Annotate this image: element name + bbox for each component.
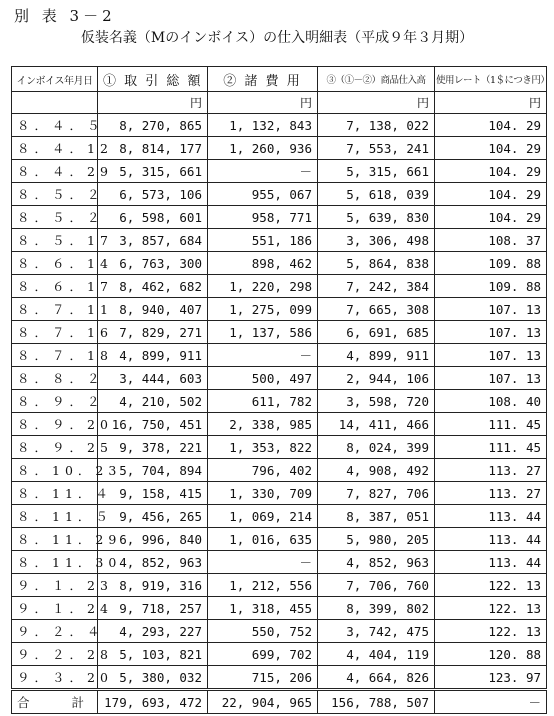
ledger-body <box>12 92 547 690</box>
exchange-rate-cell: 113. 44 <box>435 528 547 551</box>
invoice-date-cell: ９．２．４ <box>12 620 98 643</box>
purchase-amount-cell: 14, 411, 466 <box>318 413 435 436</box>
table-row <box>12 597 547 620</box>
exchange-rate-cell: 107. 13 <box>435 321 547 344</box>
total-amount-cell: 16, 750, 451 <box>98 413 208 436</box>
expenses-cell: 500, 497 <box>208 367 318 390</box>
total-amount-cell: 4, 293, 227 <box>98 620 208 643</box>
expenses-cell: － <box>208 160 318 183</box>
purchase-amount-cell: 7, 665, 308 <box>318 298 435 321</box>
total-amount-cell: 6, 573, 106 <box>98 183 208 206</box>
total-amount-cell: 5, 704, 894 <box>98 459 208 482</box>
total-amount-cell: 8, 940, 407 <box>98 298 208 321</box>
purchase-amount-cell: 5, 980, 205 <box>318 528 435 551</box>
table-row <box>12 114 547 137</box>
total-amount-cell: 5, 315, 661 <box>98 160 208 183</box>
exchange-rate-cell: 109. 88 <box>435 252 547 275</box>
invoice-date-cell: ８．７．18 <box>12 344 98 367</box>
purchase-amount-cell: 5, 315, 661 <box>318 160 435 183</box>
invoice-date-cell: ８．４．29 <box>12 160 98 183</box>
expenses-cell: 1, 016, 635 <box>208 528 318 551</box>
purchase-amount-cell: 4, 908, 492 <box>318 459 435 482</box>
total-amount-cell: 9, 456, 265 <box>98 505 208 528</box>
expenses-cell: － <box>208 551 318 574</box>
purchase-amount-cell: 3, 598, 720 <box>318 390 435 413</box>
total-amount-cell: 8, 814, 177 <box>98 137 208 160</box>
invoice-date-cell: ８．10．23 <box>12 459 98 482</box>
table-row <box>12 367 547 390</box>
total-purchase: 156, 788, 507 <box>318 690 435 714</box>
total-amount-cell: 4, 852, 963 <box>98 551 208 574</box>
total-label-left: 合 <box>17 695 30 710</box>
unit-cell: 円 <box>98 92 208 114</box>
total-amount-cell: 5, 103, 821 <box>98 643 208 666</box>
invoice-date-cell: ８．11．５ <box>12 505 98 528</box>
table-row <box>12 344 547 367</box>
invoice-date-cell: ８．11．４ <box>12 482 98 505</box>
table-row <box>12 505 547 528</box>
invoice-date-cell: ８．５．２ <box>12 183 98 206</box>
total-amount-cell: 9, 718, 257 <box>98 597 208 620</box>
invoice-date-cell: ８．６．14 <box>12 252 98 275</box>
purchase-amount-cell: 7, 827, 706 <box>318 482 435 505</box>
expenses-cell: 1, 318, 455 <box>208 597 318 620</box>
expenses-cell: 796, 402 <box>208 459 318 482</box>
purchase-amount-cell: 4, 404, 119 <box>318 643 435 666</box>
exchange-rate-cell: 104. 29 <box>435 160 547 183</box>
header-row <box>12 67 547 92</box>
unit-cell <box>12 92 98 114</box>
column-header-purchase-amount: ③（①－②）商品仕入高 <box>318 67 435 92</box>
table-row <box>12 666 547 690</box>
total-amount-cell: 7, 829, 271 <box>98 321 208 344</box>
exchange-rate-cell: 111. 45 <box>435 436 547 459</box>
purchase-amount-cell: 3, 742, 475 <box>318 620 435 643</box>
table-row <box>12 459 547 482</box>
purchase-amount-cell: 5, 864, 838 <box>318 252 435 275</box>
expenses-cell: 955, 067 <box>208 183 318 206</box>
invoice-date-cell: ８．９．２ <box>12 390 98 413</box>
total-expenses: 22, 904, 965 <box>208 690 318 714</box>
expenses-cell: 1, 260, 936 <box>208 137 318 160</box>
unit-cell: 円 <box>318 92 435 114</box>
table-row <box>12 183 547 206</box>
purchase-amount-cell: 2, 944, 106 <box>318 367 435 390</box>
total-amount-cell: 4, 210, 502 <box>98 390 208 413</box>
total-amount-cell: 3, 444, 603 <box>98 367 208 390</box>
total-amount-cell: 3, 857, 684 <box>98 229 208 252</box>
exchange-rate-cell: 108. 40 <box>435 390 547 413</box>
unit-cell: 円 <box>208 92 318 114</box>
invoice-date-cell: ８．５．17 <box>12 229 98 252</box>
column-header-expenses: ② 諸 費 用 <box>208 67 318 92</box>
invoice-date-cell: ８．９．20 <box>12 413 98 436</box>
purchase-amount-cell: 6, 691, 685 <box>318 321 435 344</box>
expenses-cell: 699, 702 <box>208 643 318 666</box>
exchange-rate-cell: 122. 13 <box>435 574 547 597</box>
exchange-rate-cell: 107. 13 <box>435 344 547 367</box>
invoice-date-cell: ９．３．20 <box>12 666 98 690</box>
exchange-rate-cell: 104. 29 <box>435 183 547 206</box>
total-row <box>12 690 547 714</box>
invoice-date-cell: ８．５．２ <box>12 206 98 229</box>
exchange-rate-cell: 113. 27 <box>435 482 547 505</box>
table-row <box>12 275 547 298</box>
purchase-ledger-table <box>11 66 550 714</box>
invoice-date-cell: ８．９．25 <box>12 436 98 459</box>
table-row <box>12 551 547 574</box>
expenses-cell: 898, 462 <box>208 252 318 275</box>
table-row <box>12 482 547 505</box>
table-row <box>12 413 547 436</box>
exchange-rate-cell: 104. 29 <box>435 114 547 137</box>
total-amount-cell: 5, 380, 032 <box>98 666 208 690</box>
table-row <box>12 321 547 344</box>
table-row <box>12 528 547 551</box>
exchange-rate-cell: 113. 44 <box>435 551 547 574</box>
purchase-amount-cell: 8, 399, 802 <box>318 597 435 620</box>
attachment-label: 別 表 3－2 <box>14 7 116 25</box>
table-row <box>12 160 547 183</box>
total-amount-cell: 9, 158, 415 <box>98 482 208 505</box>
table-row <box>12 574 547 597</box>
exchange-rate-cell: 113. 44 <box>435 505 547 528</box>
exchange-rate-cell: 122. 13 <box>435 597 547 620</box>
expenses-cell: 958, 771 <box>208 206 318 229</box>
invoice-date-cell: ８．11．30 <box>12 551 98 574</box>
expenses-cell: 1, 330, 709 <box>208 482 318 505</box>
purchase-amount-cell: 5, 639, 830 <box>318 206 435 229</box>
invoice-date-cell: ８．７．16 <box>12 321 98 344</box>
total-amount-cell: 6, 598, 601 <box>98 206 208 229</box>
exchange-rate-cell: 109. 88 <box>435 275 547 298</box>
total-amount-cell: 9, 378, 221 <box>98 436 208 459</box>
expenses-cell: 2, 338, 985 <box>208 413 318 436</box>
total-label <box>12 690 98 714</box>
expenses-cell: 1, 353, 822 <box>208 436 318 459</box>
exchange-rate-cell: 107. 13 <box>435 298 547 321</box>
total-amount-cell: 8, 270, 865 <box>98 114 208 137</box>
purchase-amount-cell: 7, 138, 022 <box>318 114 435 137</box>
exchange-rate-cell: 108. 37 <box>435 229 547 252</box>
table-row <box>12 390 547 413</box>
expenses-cell: 611, 782 <box>208 390 318 413</box>
expenses-cell: 1, 132, 843 <box>208 114 318 137</box>
invoice-date-cell: ８．８．２ <box>12 367 98 390</box>
expenses-cell: 715, 206 <box>208 666 318 690</box>
expenses-cell: 1, 275, 099 <box>208 298 318 321</box>
exchange-rate-cell: 111. 45 <box>435 413 547 436</box>
total-amount-cell: 6, 763, 300 <box>98 252 208 275</box>
expenses-cell: 551, 186 <box>208 229 318 252</box>
total-amount-cell: 4, 899, 911 <box>98 344 208 367</box>
purchase-amount-cell: 4, 664, 826 <box>318 666 435 690</box>
invoice-date-cell: ８．11．29 <box>12 528 98 551</box>
exchange-rate-cell: 120. 88 <box>435 643 547 666</box>
unit-cell: 円 <box>435 92 547 114</box>
total-amount: 179, 693, 472 <box>98 690 208 714</box>
table-row <box>12 137 547 160</box>
exchange-rate-cell: 122. 13 <box>435 620 547 643</box>
invoice-date-cell: ８．７．11 <box>12 298 98 321</box>
table-row <box>12 252 547 275</box>
table-row <box>12 229 547 252</box>
expenses-cell: 1, 212, 556 <box>208 574 318 597</box>
invoice-date-cell: ９．１．23 <box>12 574 98 597</box>
expenses-cell: 1, 220, 298 <box>208 275 318 298</box>
purchase-amount-cell: 8, 387, 051 <box>318 505 435 528</box>
purchase-amount-cell: 7, 553, 241 <box>318 137 435 160</box>
column-header-total-amount: ① 取 引 総 額 <box>98 67 208 92</box>
invoice-date-cell: ８．６．17 <box>12 275 98 298</box>
invoice-date-cell: ９．１．24 <box>12 597 98 620</box>
exchange-rate-cell: 123. 97 <box>435 666 547 690</box>
table-row <box>12 206 547 229</box>
table-row <box>12 620 547 643</box>
exchange-rate-cell: 113. 27 <box>435 459 547 482</box>
invoice-date-cell: ９．２．28 <box>12 643 98 666</box>
document-title: 仮装名義（Mのインボイス）の仕入明細表（平成９年３月期） <box>80 30 474 46</box>
purchase-amount-cell: 7, 706, 760 <box>318 574 435 597</box>
column-header-invoice-date: インボイス年月日 <box>12 67 98 92</box>
table-row <box>12 436 547 459</box>
total-amount-cell: 6, 996, 840 <box>98 528 208 551</box>
expenses-cell: 1, 069, 214 <box>208 505 318 528</box>
table-row <box>12 643 547 666</box>
exchange-rate-cell: 104. 29 <box>435 206 547 229</box>
purchase-amount-cell: 7, 242, 384 <box>318 275 435 298</box>
total-label-right: 計 <box>71 695 85 710</box>
unit-row <box>12 92 547 114</box>
purchase-amount-cell: 4, 899, 911 <box>318 344 435 367</box>
purchase-amount-cell: 3, 306, 498 <box>318 229 435 252</box>
exchange-rate-cell: 107. 13 <box>435 367 547 390</box>
purchase-amount-cell: 8, 024, 399 <box>318 436 435 459</box>
purchase-amount-cell: 5, 618, 039 <box>318 183 435 206</box>
exchange-rate-cell: 104. 29 <box>435 137 547 160</box>
total-amount-cell: 8, 462, 682 <box>98 275 208 298</box>
invoice-date-cell: ８．４．５ <box>12 114 98 137</box>
total-amount-cell: 8, 919, 316 <box>98 574 208 597</box>
purchase-amount-cell: 4, 852, 963 <box>318 551 435 574</box>
expenses-cell: 550, 752 <box>208 620 318 643</box>
column-header-exchange-rate: 使用レート（1＄につき円） <box>435 67 547 92</box>
invoice-date-cell: ８．４．12 <box>12 137 98 160</box>
total-rate: － <box>435 690 547 714</box>
expenses-cell: 1, 137, 586 <box>208 321 318 344</box>
table-row <box>12 298 547 321</box>
expenses-cell: － <box>208 344 318 367</box>
